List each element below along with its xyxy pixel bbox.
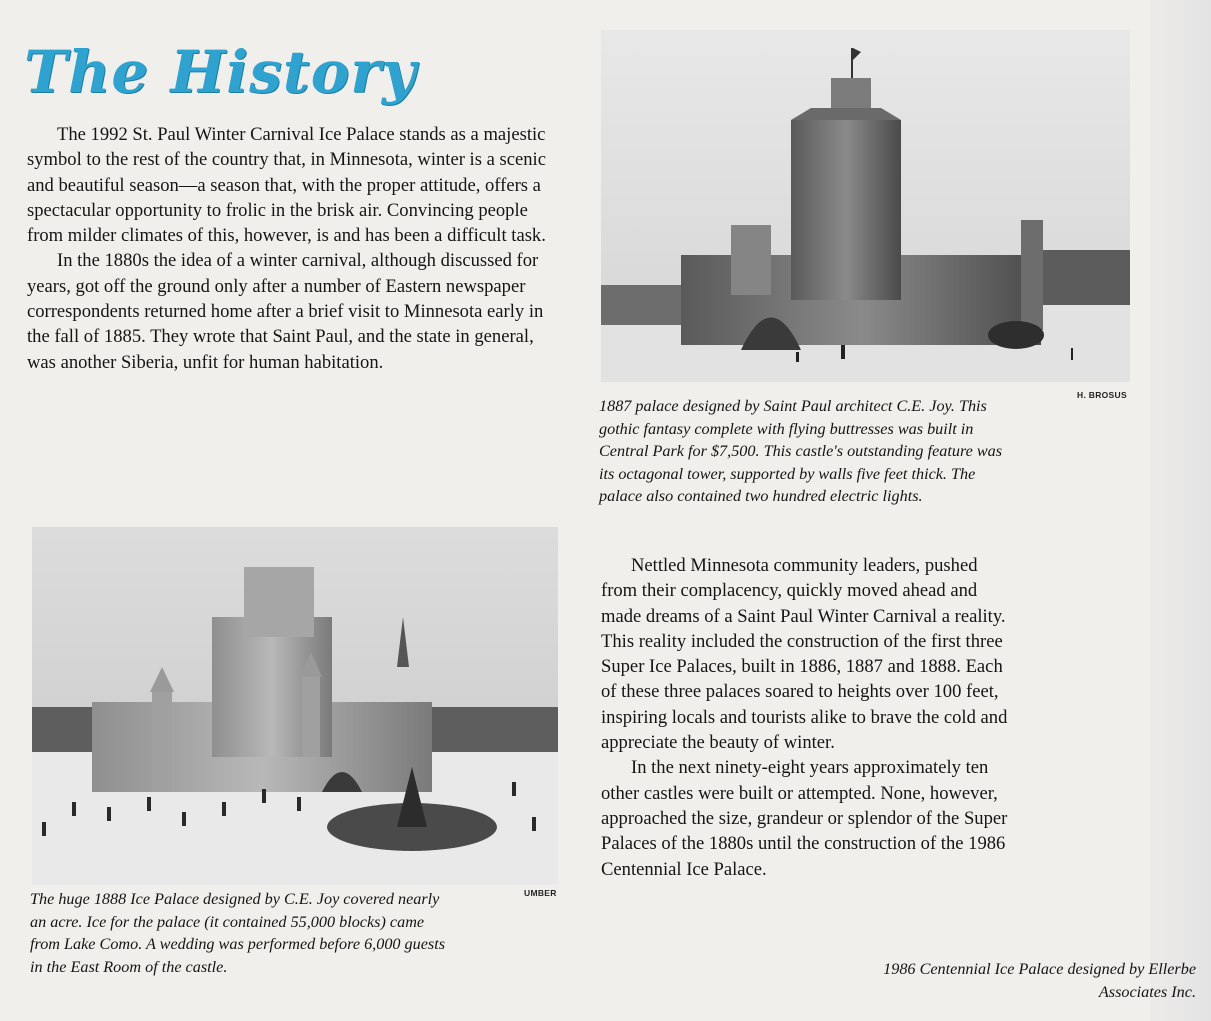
photo-caption-1887: 1887 palace designed by Saint Paul architect C.E. Joy. This gothic fantasy complete with flying buttresses was built in Central Park for $7,500. This castle's outstanding feature was its octagonal tower, supported by walls five feet thick. The palace also contained two hundred electric lights. bbox=[599, 397, 1003, 506]
facing-page-edge bbox=[1150, 0, 1211, 1021]
paragraph: In the next ninety-eight years approximately ten other castles were built or attempted. None, however, approached the size, grandeur or splendor of the Super Palaces of the 1880s until the construction of the 1986 Centennial Ice Palace. bbox=[601, 757, 1008, 880]
caption-1986-palace: 1986 Centennial Ice Palace designed by Ellerbe Associates Inc. bbox=[883, 960, 1196, 1001]
photo-1887-image bbox=[601, 30, 1130, 382]
photo-caption-1888: The huge 1888 Ice Palace designed by C.E. Joy covered nearly an acre. Ice for the palace (it contained 55,000 blocks) came from Lake Como. A wedding was performed before 6,000 guests in the East Room of the castle. bbox=[30, 890, 446, 976]
page-title: The History bbox=[24, 38, 417, 106]
paragraph: In the 1880s the idea of a winter carnival, although discussed for years, got off the ground only after a number of Eastern newspaper correspondents returned home after a brief visit to Minnesota early in the fall of 1885. They wrote that Saint Paul, and the state in general, was another Siberia, unfit for human habitation. bbox=[27, 250, 544, 373]
photo-credit: UMBER bbox=[524, 888, 557, 898]
paragraph: The 1992 St. Paul Winter Carnival Ice Palace stands as a majestic symbol to the rest of the country that, in Minnesota, winter is a scenic and beautiful season—a season that, with the proper attitude, offers a spectacular opportunity to frolic in the brisk air. Convincing people from milder climates of this, however, is and has been a difficult task. bbox=[27, 124, 546, 247]
photo-credit: H. BROSUS bbox=[1077, 390, 1127, 400]
photo-1887-ice-palace bbox=[601, 30, 1130, 382]
right-column-text bbox=[601, 553, 1011, 882]
paragraph: Nettled Minnesota community leaders, pushed from their complacency, quickly moved ahead and made dreams of a Saint Paul Winter Carnival a reality. This reality included the construction of the first three Super Ice Palaces, built in 1886, 1887 and 1888. Each of these three palaces soared to heights over 100 feet, inspiring locals and tourists alike to brave the cold and appreciate the beauty of winter. bbox=[601, 555, 1008, 754]
left-column-text bbox=[27, 122, 567, 375]
photo-1888-ice-palace bbox=[32, 527, 558, 885]
photo-1888-image bbox=[32, 527, 558, 885]
